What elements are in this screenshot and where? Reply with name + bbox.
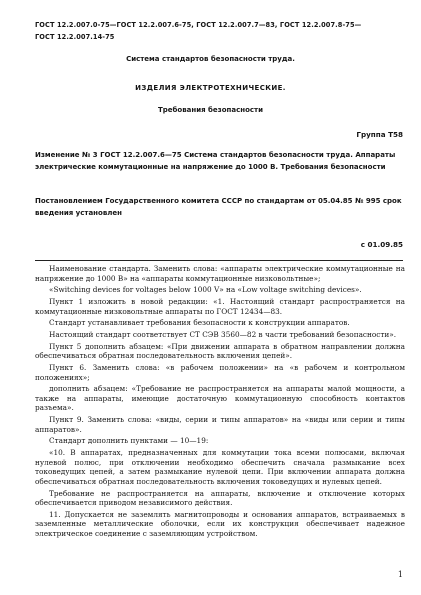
standards-header [35,19,405,43]
amendment-body [35,264,405,541]
paragraph: Пункт 5 дополнить абзацем: «При движении аппарата в обратном направлении должна обеспечиваться обратная последовательность включения цепей». [35,341,405,361]
paragraph: «Switching devices for voltages below 1000 V» на «Low voltage switching devices». [49,285,362,295]
header-line-1: ГОСТ 12.2.007.0-75—ГОСТ 12.2.007.6-75, ГОСТ 12.2.007.7—83, ГОСТ 12.2.007.8-75— [35,21,362,29]
paragraph: Настоящий стандарт соответствует СТ СЭВ 3560—82 в части требований безопасности». [49,329,397,339]
paragraph: Стандарт дополнить пунктами — 10—19: [49,436,209,446]
paragraph: Пункт 1 изложить в новой редакции: «1. Настоящий стандарт распространяется на коммутационные низковольтные аппараты по ГОСТ 12434—83. [35,296,405,316]
paragraph: Наименование стандарта. Заменить слова: «аппараты электрические коммутационные на напряжение до 1000 В» на «аппараты коммутационные низковольтные»; [35,264,405,283]
paragraph: Стандарт устанавливает требования безопасности к конструкции аппаратов. [49,318,350,328]
divider-line [35,260,403,261]
paragraph: дополнить абзацем: «Требование не распространяется на аппараты малой мощности, а также на аппараты, имеющие достаточную коммутационную способность контактов разъема». [35,384,405,413]
system-title: Система стандартов безопасности труда. [126,55,295,63]
paragraph: Пункт 6. Заменить слова: «в рабочем положении» на «в рабочем и контрольном положениях»; [35,362,405,382]
product-title: ИЗДЕЛИЯ ЭЛЕКТРОТЕХНИЧЕСКИЕ. [135,84,286,92]
requirements-title: Требования безопасности [157,106,264,114]
paragraph: 11. Допускается не заземлять магнитопроводы и основания аппаратов, встраиваемых в заземленные металлические оболочки, если их конструкция обеспечивает надежное электрическое соединение с заземляющим устройством. [35,509,405,538]
effective-date: с 01.09.85 [360,240,403,249]
paragraph: Пункт 9. Заменить слова: «виды, серии и типы аппаратов» на «виды или серии и типы аппаратов». [35,415,405,434]
paragraph: Требование не распространяется на аппараты, включение и отключение которых обеспечивается приводом независимого действия. [35,488,405,508]
paragraph: «10. В аппаратах, предназначенных для коммутации тока всеми полюсами, включая нулевой полюс, при отключении необходимо обеспечить сначала размыкание всех токоведущих цепей, а затем размыкание нулевой цепи. При включении аппарата должна обеспечиваться обратная последовательность включения токоведущих и нулевых цепей. [35,448,405,486]
group-label: Группа Т58 [356,130,403,139]
decree-text: Постановлением Государственного комитета СССР по стандартам от 05.04.85 № 995 срок введения установлен [35,197,402,217]
amendment-title: Изменение № 3 ГОСТ 12.2.007.6—75 Система стандартов безопасности труда. Аппараты электрические коммутационные на напряжение до 1000 В. Требования безопасности [35,151,396,171]
header-line-2: ГОСТ 12.2.007.14-75 [35,33,115,41]
page-number: 1 [397,570,403,579]
